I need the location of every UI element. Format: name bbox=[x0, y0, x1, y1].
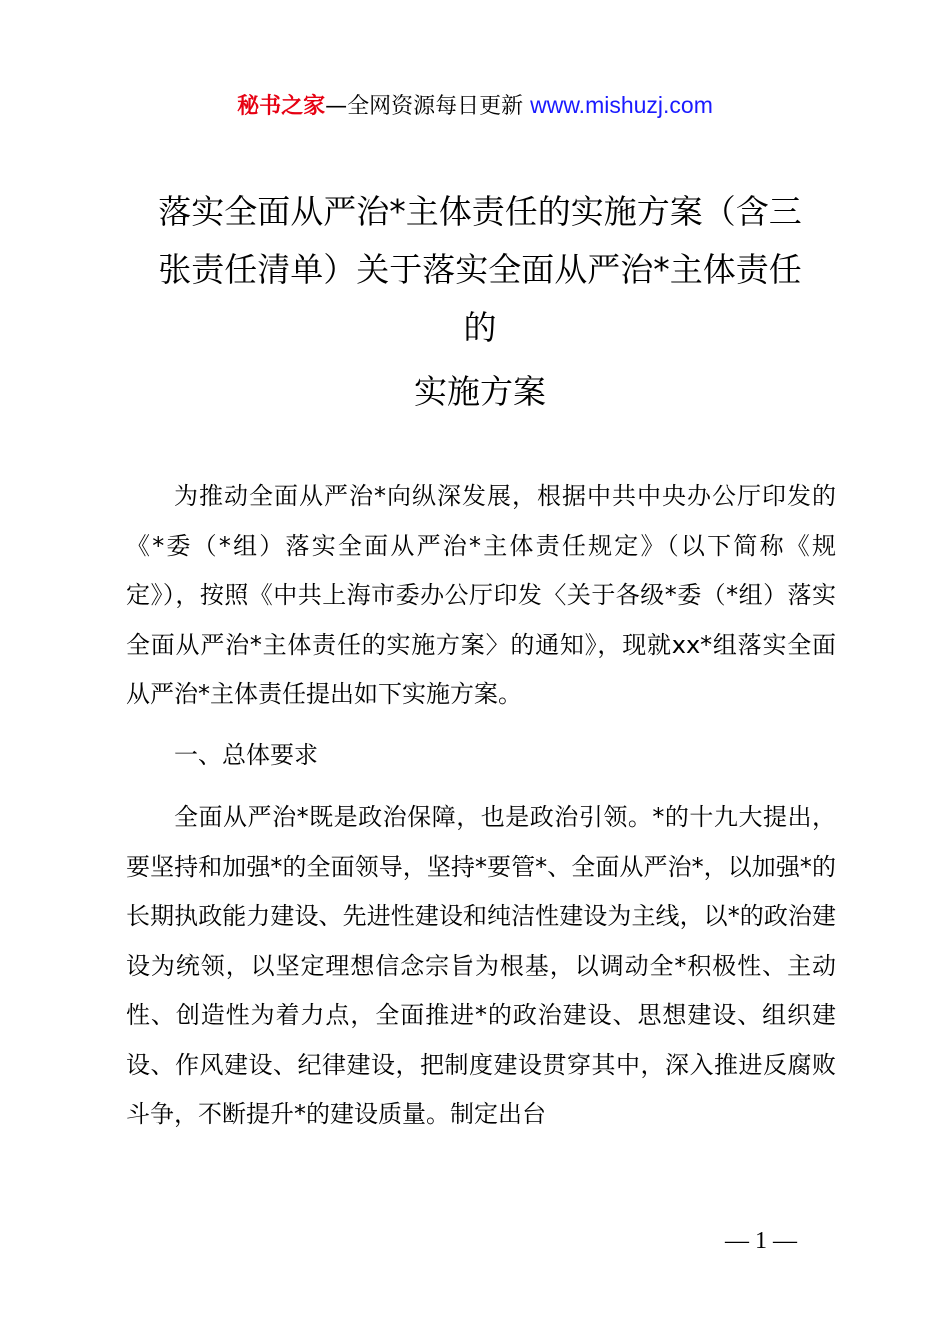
page-number: — 1 — bbox=[725, 1228, 797, 1254]
site-header bbox=[0, 88, 950, 124]
document-body bbox=[126, 472, 836, 1140]
title-line-4: 实施方案 bbox=[414, 372, 546, 411]
website-link[interactable]: www.mishuzj.com bbox=[530, 92, 713, 118]
brand-name: 秘书之家 bbox=[237, 94, 326, 119]
section-paragraph: 全面从严治*既是政治保障，也是政治引领。*的十九大提出，要坚持和加强*的全面领导，坚持*要管*、全面从严治*，以加强*的长期执政能力建设、先进性建设和纯洁性建设为主线，以*的政治建设为统领，以坚定理想信念宗旨为根基，以调动全*积极性、主动性、创造性为着力点，全面推进*的政治建设、思想建设、组织建设、作风建设、纪律建设，把制度建设贯穿其中，深入推进反腐败斗争，不断提升*的建设质量。制定出台 bbox=[126, 803, 836, 1128]
document-title bbox=[120, 183, 840, 421]
title-line-2: 张责任清单）关于落实全面从严治*主体责任 bbox=[158, 250, 802, 289]
title-line-1: 落实全面从严治*主体责任的实施方案（含三 bbox=[158, 192, 802, 231]
intro-paragraph: 为推动全面从严治*向纵深发展，根据中共中央办公厅印发的《*委（*组）落实全面从严治*主体责任规定》（以下简称《规定》），按照《中共上海市委办公厅印发〈关于各级*委（*组）落实全面从严治*主体责任的实施方案〉的通知》，现就xx*组落实全面从严治*主体责任提出如下实施方案。 bbox=[126, 482, 836, 708]
title-line-3: 的 bbox=[463, 308, 497, 347]
header-tagline: —全网资源每日更新 bbox=[325, 94, 531, 119]
section-heading: 一、总体要求 bbox=[174, 740, 318, 769]
